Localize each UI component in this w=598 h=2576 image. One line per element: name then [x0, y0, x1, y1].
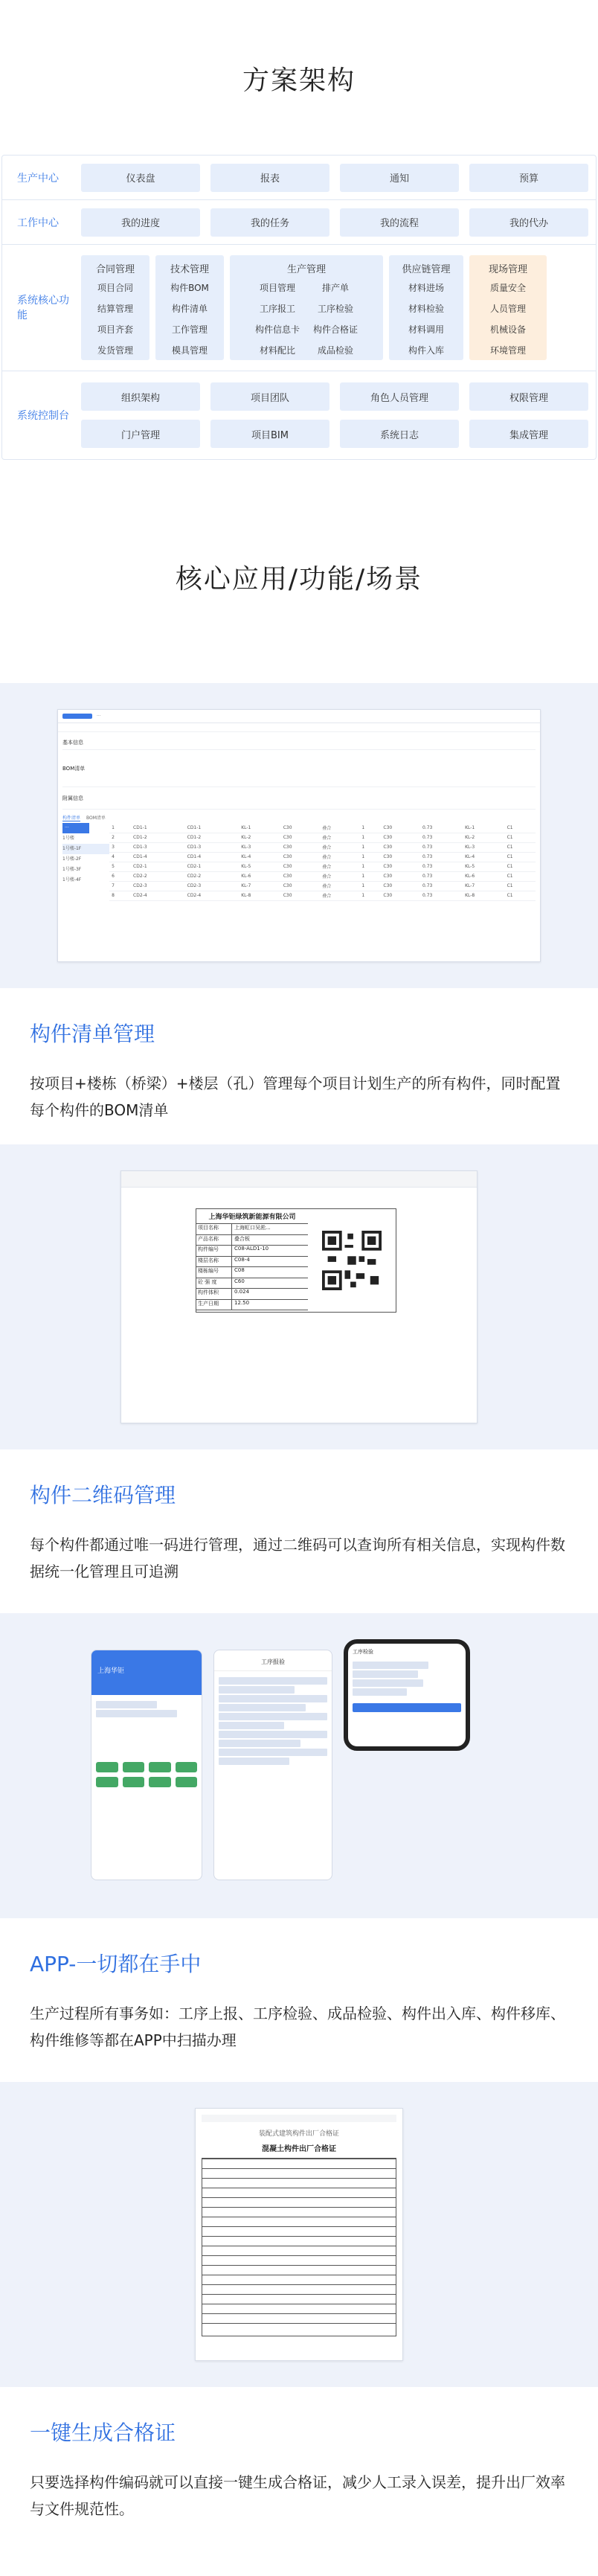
- table-cell: KL-1: [239, 823, 281, 833]
- arch-cell-log[interactable]: 系统日志: [340, 420, 459, 448]
- table-cell: C30: [381, 862, 420, 871]
- table-cell: KL-6: [463, 871, 505, 881]
- section-title-architecture: 方案架构: [242, 65, 356, 96]
- group-item[interactable]: 工序报工: [259, 304, 295, 314]
- cert-grid-line: [202, 2236, 396, 2246]
- cert-grid-line: [202, 2217, 396, 2226]
- group-item[interactable]: 模具管理: [171, 345, 208, 356]
- arch-cell-portal[interactable]: 门户管理: [81, 420, 200, 448]
- cert-field-row: [196, 1289, 308, 1300]
- app-process-report-screen: [213, 1650, 332, 1880]
- table-cell: 叠合: [320, 862, 359, 871]
- table-cell: 7: [109, 881, 131, 891]
- table-cell: C30: [281, 823, 321, 833]
- table-cell: CD1-1: [131, 823, 185, 833]
- cert-grid-line: [202, 2159, 396, 2168]
- table-cell: 0.73: [420, 881, 463, 891]
- table-cell: 1: [359, 871, 381, 881]
- table-cell: C30: [381, 881, 420, 891]
- feature2-title: 构件二维码管理: [30, 1483, 176, 1508]
- group-site: [469, 255, 547, 360]
- group-item[interactable]: 构件合格证: [313, 324, 359, 335]
- table-cell: KL-7: [463, 881, 505, 891]
- cert-company: 上海华钜绿筑新能源有限公司: [196, 1209, 308, 1224]
- group-item[interactable]: 项目齐套: [97, 324, 133, 335]
- cert-grid-line: [202, 2188, 396, 2197]
- table-cell: CD1-1: [185, 823, 239, 833]
- table-cell: 0.73: [420, 852, 463, 862]
- cert-field-row: [196, 1257, 308, 1268]
- cert-grid-line: [202, 2284, 396, 2294]
- feature1-desc: 按项目+楼栋（桥梁）+楼层（孔）管理每个项目计划生产的所有构件，同时配置每个构件的BOM清单: [30, 1074, 561, 1119]
- table-cell: 0.73: [420, 862, 463, 871]
- table-cell: CD2-4: [131, 891, 185, 900]
- arch-cell-my-progress[interactable]: 我的进度: [81, 208, 200, 237]
- cert-field-key: 构件编号: [196, 1246, 232, 1256]
- table-cell: 叠合: [320, 891, 359, 900]
- app-process-title: 工序报验: [214, 1650, 332, 1671]
- table-cell: 6: [109, 871, 131, 881]
- arch-cell-my-todo[interactable]: 我的代办: [469, 208, 588, 237]
- cert-grid-line: [202, 2294, 396, 2304]
- table-cell: C30: [281, 881, 321, 891]
- arch-cell-bim[interactable]: 项目BIM: [210, 420, 329, 448]
- table-cell: 0.73: [420, 842, 463, 852]
- cert-field-value: C60: [234, 1278, 245, 1284]
- row-label-work: 工作中心: [17, 217, 59, 229]
- table-cell: 叠合: [320, 842, 359, 852]
- table-cell: CD1-3: [185, 842, 239, 852]
- group-item[interactable]: 构件BOM: [170, 283, 209, 293]
- table-cell: C30: [281, 852, 321, 862]
- section-title-core: 核心应用/功能/场景: [175, 564, 423, 595]
- table-cell: C30: [381, 823, 420, 833]
- table-cell: 1: [359, 891, 381, 900]
- cert-field-key: 楼层名称: [196, 1257, 232, 1267]
- row-label-production: 生产中心: [17, 172, 59, 185]
- table-cell: C30: [281, 833, 321, 842]
- table-cell: KL-4: [463, 852, 505, 862]
- arch-cell-org[interactable]: 组织架构: [81, 382, 200, 411]
- table-cell: C1: [505, 823, 536, 833]
- app-inspection-title: 工序检验: [353, 1649, 373, 1655]
- group-item[interactable]: 质量安全: [489, 283, 526, 293]
- app-home-title: 上海华钜: [91, 1650, 202, 1695]
- feature3-desc: 生产过程所有事务如：工序上报、工序检验、成品检验、构件出入库、构件移库、构件维修等都在APP中扫描办理: [30, 2005, 565, 2049]
- table-cell: CD1-3: [131, 842, 185, 852]
- table-cell: 1: [359, 862, 381, 871]
- table-row[interactable]: [109, 871, 536, 881]
- table-cell: CD2-2: [131, 871, 185, 881]
- group-item[interactable]: 发货管理: [97, 345, 133, 356]
- app-inspection-screen: [344, 1639, 470, 1751]
- tab-bom-list[interactable]: BOM清单: [86, 816, 106, 821]
- cert-field-key: 砼 强 度: [196, 1278, 232, 1289]
- group-item[interactable]: 工作管理: [171, 324, 208, 335]
- cert-grid-line: [202, 2178, 396, 2188]
- arch-cell-my-task[interactable]: 我的任务: [210, 208, 329, 237]
- cert-grid-line: [202, 2246, 396, 2255]
- group-item[interactable]: 材料进场: [408, 283, 444, 293]
- table-cell: C30: [281, 891, 321, 900]
- table-cell: KL-5: [239, 862, 281, 871]
- arch-cell-roles[interactable]: 角色人员管理: [340, 382, 459, 411]
- table-cell: 0.73: [420, 823, 463, 833]
- group-production: [230, 255, 383, 360]
- table-cell: CD2-3: [131, 881, 185, 891]
- cert-grid-line: [202, 2226, 396, 2236]
- table-cell: CD2-3: [185, 881, 239, 891]
- cert-field-value: 叠合板: [234, 1235, 250, 1242]
- group-item[interactable]: 构件信息卡: [254, 324, 300, 335]
- table-row[interactable]: [109, 842, 536, 852]
- table-cell: C30: [381, 891, 420, 900]
- cert-title: 装配式建筑构件出厂合格证: [258, 2130, 339, 2138]
- cert-field-row: [196, 1278, 308, 1289]
- app-home-screen: [91, 1650, 202, 1880]
- table-cell: KL-7: [239, 881, 281, 891]
- table-cell: C1: [505, 852, 536, 862]
- table-cell: 2: [109, 833, 131, 842]
- cert-grid-line: [202, 2197, 396, 2207]
- table-cell: C1: [505, 842, 536, 852]
- group-item[interactable]: 构件清单: [171, 304, 208, 314]
- group-tech: [155, 255, 224, 360]
- arch-cell-team[interactable]: 项目团队: [210, 382, 329, 411]
- group-contract: [81, 255, 150, 360]
- table-cell: 叠合: [320, 871, 359, 881]
- table-row[interactable]: [109, 823, 536, 833]
- cert-field-row: [196, 1246, 308, 1257]
- table-row[interactable]: [109, 862, 536, 871]
- group-item[interactable]: 材料配比: [259, 345, 295, 356]
- table-cell: 4: [109, 852, 131, 862]
- group-item[interactable]: 项目管理: [259, 283, 295, 293]
- tab-component-list[interactable]: 构件清单: [62, 816, 81, 821]
- table-row[interactable]: [109, 852, 536, 862]
- table-cell: KL-2: [463, 833, 505, 842]
- row-label-console: 系统控制台: [17, 410, 69, 422]
- cert-field-row: [196, 1235, 308, 1246]
- app-screenshots: [91, 1639, 507, 1892]
- cert-subtitle: 混凝土构件出厂合格证: [262, 2145, 336, 2153]
- group-item[interactable]: 构件入库: [408, 345, 444, 356]
- group-item[interactable]: 项目合同: [97, 283, 133, 293]
- table-cell: 1: [359, 833, 381, 842]
- group-head: 技术管理: [170, 264, 209, 275]
- group-head: 生产管理: [286, 264, 326, 275]
- feature1-title: 构件清单管理: [30, 1022, 155, 1046]
- table-cell: KL-8: [463, 891, 505, 900]
- group-head: 合同管理: [95, 264, 135, 275]
- cert-field-key: 构件体积: [196, 1289, 232, 1299]
- table-cell: C1: [505, 891, 536, 900]
- qr-code: [308, 1209, 396, 1312]
- cert-grid-line: [202, 2207, 396, 2217]
- cert-field-key: 楼栋编号: [196, 1267, 232, 1278]
- table-cell: 3: [109, 842, 131, 852]
- component-table: [109, 823, 536, 901]
- table-cell: KL-8: [239, 891, 281, 900]
- feature2-screenshot-band: [0, 1144, 598, 1449]
- group-head: 供应链管理: [402, 264, 451, 275]
- cert-field-key: 产品名称: [196, 1235, 232, 1246]
- certificate-screenshot: [195, 2108, 403, 2361]
- table-cell: KL-4: [239, 852, 281, 862]
- group-item[interactable]: 结算管理: [97, 304, 133, 314]
- table-cell: KL-3: [463, 842, 505, 852]
- qr-code-screenshot: [120, 1170, 478, 1423]
- feature4-screenshot-band: [0, 2082, 598, 2387]
- feature4-title: 一键生成合格证: [30, 2420, 176, 2445]
- cert-field-value: 12.50: [234, 1299, 250, 1306]
- table-cell: C1: [505, 833, 536, 842]
- table-cell: C30: [281, 871, 321, 881]
- table-cell: 叠合: [320, 823, 359, 833]
- cert-grid-line: [202, 2313, 396, 2323]
- group-item[interactable]: 环境管理: [489, 345, 526, 356]
- table-cell: 1: [109, 823, 131, 833]
- feature4-desc: 只要选择构件编码就可以直接一键生成合格证，减少人工录入误差，提升出厂效率与文件规范性。: [30, 2473, 565, 2518]
- table-cell: 5: [109, 862, 131, 871]
- table-row[interactable]: [109, 881, 536, 891]
- table-cell: 1: [359, 823, 381, 833]
- group-item[interactable]: 材料调用: [408, 324, 444, 335]
- table-cell: 0.73: [420, 833, 463, 842]
- group-supply: [389, 255, 463, 360]
- feature3-screenshot-band: [0, 1613, 598, 1918]
- table-cell: 叠合: [320, 833, 359, 842]
- table-cell: 1: [359, 842, 381, 852]
- table-cell: CD2-2: [185, 871, 239, 881]
- panel-basic-info[interactable]: 基本信息: [62, 735, 536, 750]
- arch-cell-my-flow[interactable]: 我的流程: [340, 208, 459, 237]
- table-cell: CD1-4: [131, 852, 185, 862]
- table-cell: 叠合: [320, 881, 359, 891]
- cert-field-row: [196, 1267, 308, 1278]
- cert-field-value: 上海虹口吴淞...: [234, 1225, 271, 1231]
- table-cell: 0.73: [420, 871, 463, 881]
- feature2-desc: 每个构件都通过唯一码进行管理，通过二维码可以查询所有相关信息，实现构件数据统一化管理且可追溯: [30, 1536, 565, 1580]
- group-item[interactable]: 成品检验: [318, 345, 354, 356]
- row-label-core: 系统核心功能: [17, 294, 69, 321]
- table-cell: C1: [505, 881, 536, 891]
- cert-field-row: [196, 1300, 308, 1311]
- group-item[interactable]: 排产单: [322, 283, 350, 293]
- feature3-text: [0, 1918, 598, 2082]
- group-head: 现场管理: [488, 264, 527, 275]
- table-cell: C30: [381, 833, 420, 842]
- table-cell: CD2-1: [131, 862, 185, 871]
- cert-field-key: 项目名称: [196, 1224, 232, 1234]
- table-cell: C1: [505, 871, 536, 881]
- panel-extra[interactable]: 附属信息: [62, 787, 536, 810]
- table-cell: C30: [381, 871, 420, 881]
- arch-cell-notice[interactable]: 通知: [340, 164, 459, 192]
- cert-grid-line: [202, 2168, 396, 2178]
- table-row[interactable]: [109, 891, 536, 900]
- table-cell: CD2-1: [185, 862, 239, 871]
- cert-field-value: C08: [234, 1267, 245, 1273]
- table-cell: CD1-2: [185, 833, 239, 842]
- component-list-screenshot: ··· 基本信息 BOM清单 附属信息 构件清单 BOM清单 ··· 1号楼 1号楼-1F 1号楼-2F 1号楼-3F 1号楼-4F 1 CD1-1 CD1-1 KL-1 C30 叠合 1 C30 0.73 KL-1 C1 2 CD1-2 CD1-2 KL-2 C30 叠合 1 C30 0.73 KL-2 C1 3 CD1-3 CD1-3 KL-3 C30 叠合 1 C30 0.73 KL-3 C1 4 CD1-4 CD1-4 KL-4 C30 叠合 1 C30 0.73 KL-4 C1 5 CD2-1 CD2-1 KL-5 C30 叠合 1 C30 0.73 KL-5 C1 6 CD2-2 CD2-2 KL-6 C30 叠合 1 C30 0.73 KL-6 C1 7 CD2-3 CD2-3 KL-7 C30 叠合 1 C30 0.73 KL-7 C1 8 CD2-4 CD2-4 KL-8 C30 叠合 1 C30 0.73 KL-8 C1: [57, 709, 541, 962]
- architecture-diagram: [1, 155, 597, 460]
- table-row[interactable]: [109, 833, 536, 842]
- panel-bom[interactable]: BOM清单: [62, 750, 536, 787]
- table-cell: KL-2: [239, 833, 281, 842]
- table-cell: C1: [505, 862, 536, 871]
- group-item[interactable]: 机械设备: [489, 324, 526, 335]
- group-item[interactable]: 材料检验: [408, 304, 444, 314]
- building-tree[interactable]: ··· 1号楼 1号楼-1F 1号楼-2F 1号楼-3F 1号楼-4F: [62, 823, 109, 901]
- table-cell: KL-5: [463, 862, 505, 871]
- cert-field-key: 生产日期: [196, 1300, 232, 1310]
- table-cell: 8: [109, 891, 131, 900]
- table-cell: C30: [281, 862, 321, 871]
- table-cell: 叠合: [320, 852, 359, 862]
- cert-field-value: 0.024: [234, 1289, 250, 1295]
- cert-field-value: C08-ALD1-10: [234, 1246, 269, 1252]
- feature4-text: [0, 2387, 598, 2560]
- table-cell: CD1-2: [131, 833, 185, 842]
- table-cell: 1: [359, 881, 381, 891]
- table-cell: KL-1: [463, 823, 505, 833]
- feature1-screenshot-band: [0, 683, 598, 988]
- cert-table: [202, 2158, 396, 2336]
- table-cell: KL-6: [239, 871, 281, 881]
- arch-cell-budget[interactable]: 预算: [469, 164, 588, 192]
- table-cell: C30: [381, 842, 420, 852]
- arch-cell-dashboard[interactable]: 仪表盘: [81, 164, 200, 192]
- cert-grid-line: [202, 2323, 396, 2333]
- cert-grid-line: [202, 2304, 396, 2313]
- table-cell: CD2-4: [185, 891, 239, 900]
- cert-grid-line: [202, 2275, 396, 2284]
- arch-cell-permission[interactable]: 权限管理: [469, 382, 588, 411]
- table-cell: CD1-4: [185, 852, 239, 862]
- table-cell: 0.73: [420, 891, 463, 900]
- group-item[interactable]: 工序检验: [318, 304, 354, 314]
- feature2-text: [0, 1449, 598, 1613]
- arch-cell-integration[interactable]: 集成管理: [469, 420, 588, 448]
- table-cell: C30: [381, 852, 420, 862]
- group-item[interactable]: 人员管理: [489, 304, 526, 314]
- table-cell: C30: [281, 842, 321, 852]
- table-cell: 1: [359, 852, 381, 862]
- arch-cell-report[interactable]: 报表: [210, 164, 329, 192]
- cert-field-row: [196, 1224, 308, 1235]
- table-cell: KL-3: [239, 842, 281, 852]
- cert-grid-line: [202, 2255, 396, 2265]
- feature3-title: APP-一切都在手中: [30, 1952, 202, 1976]
- cert-field-value: C08-4: [234, 1256, 250, 1263]
- cert-grid-line: [202, 2265, 396, 2275]
